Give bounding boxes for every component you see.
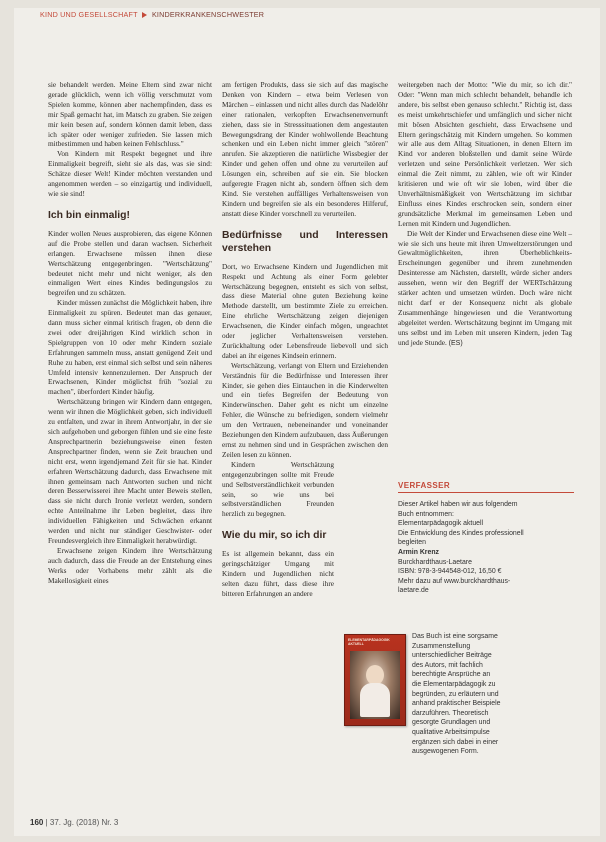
text-column-1: [48, 80, 212, 586]
paragraph: weitergeben nach der Motto: "Wie du mir, so ich dir." Oder: "Wenn man mich schlecht behandelt, behandle ich andere, bis selbst eben genauso schlecht." Richtig ist, dass es meist umkehrtschiefer und umfänglich und sicher nicht mit bösen Absichten geschieht, dass Erwachsene und Eltern geringschätzig mit Kindern umgehen. So kommen wir alle aus dem Alltag Situationen, in denen Eltern im Kind vor anderen bloßstellen und damit seine Würde verletzen und seine Persönlichkeit verletzen. Wer sich einmal die Zeit nimmt, zu zählen, wie oft wir Kinder kritisieren und wie oft wir sie loben, wird über die Unverhältnismäßigkeit von Wertschätzung im sichtbar Einfluss eines Kindes erschrocken sein, sondern einer grundsätzliche Merkmal im gemeinsamen Leben und Lernen mit Kindern und Jugendlichen.: [398, 80, 572, 228]
end-mark: (ES): [448, 339, 463, 347]
paragraph: Erwachsene zeigen Kindern ihre Wertschätzung auch dadurch, dass die Freude an der Entstehung eines Werks oder Vorhabens mehr zählt als die Makellosigkeit eines: [48, 545, 212, 585]
paragraph: Es ist allgemein bekannt, dass ein geringschätziger Umgang mit Kindern und Jugendlichen nicht selten dazu führt, dass diese ihre bitteren Erfahrungen an andere: [222, 549, 334, 598]
desc-line: unterschiedlicher Beiträge: [412, 652, 492, 660]
subheading: Bedürfnisse und Interessen verstehen: [222, 229, 388, 254]
paragraph: am fertigen Produkts, dass sie sich auf das magische Denken von Kindern – etwa beim Verlesen von Märchen – einlassen und nicht alles durch das Nadelöhr einer rationalen, verkopften Erwachsenenvernunft ziehen, dass sie in Stresssituationen dem angestauten Bewegungsdrang der Kinder wohlwollende Beachtung schenken und ein Leben nicht immer gleich "stören" anrufen. Sie akzeptieren die natürliche Wissbegier der Kinder und gehen offen und ohne zu verurteilen auf Lösungen ein, schreiben auf sie ein. Sie blocken aufgeregte Fragen nicht ab, sondern öffnen sich dem Kind. Sie verstehen auffälliges Verhaltensweisen von Kindern und begreifen sie als ein besonderes Hilferuf, anstatt diese Kinder vorschnell zu verurteilen.: [222, 80, 388, 218]
desc-line: ausgewogenen Form.: [412, 748, 479, 756]
paragraph: Wertschätzung bringen wir Kindern dann entgegen, wenn wir ihnen die Möglichkeit geben, sich individuell zu entfalten, und zwar in ihrem Antwortjahr, in der sie sich aufgehoben und geborgen fühlen und sie eine feste Ansprechpartnerin beziehungsweise einen festen Ansprechpartner finden, wenn sie Zeit brauchen und nicht erst, wenn irgendjemand Zeit für sie hat. Kinder erfahren Wertschätzung dadurch, dass Erwachsene mit ihnen gemeinsam nach Antworten suchen und nicht deren Besserwisserei ihre Macht unter Beweis stellen, dass sie nicht durch Ironie verletzt werden, sondern echte Anteilnahme ihr Leben begleitet, dass ihre individuellen Fähigkeiten und Schwächen erkannt werden und nicht nur ständiger Geschwister- oder Freundesvergleich ihre Einmaligkeit herabwürdigt.: [48, 397, 212, 545]
child-body: [360, 683, 390, 717]
box-line: begleiten: [398, 539, 426, 547]
desc-line: qualitative Arbeitsimpulse: [412, 728, 490, 736]
website-link-cont[interactable]: laetare.de: [398, 587, 429, 595]
desc-line: ergänzen sich dabei in einer: [412, 738, 499, 746]
paragraph: Von Kindern mit Respekt begegnet und ihre Einmaligkeit begreift, sieht sie als das, was sie sind: Schätze dieser Welt! Kinder möchten verstanden und angenommen werden – so einzigartig und individuell, wie sie sind!: [48, 149, 212, 198]
paragraph: sie behandelt werden. Meine Eltern sind zwar nicht gerade glücklich, wenn ich völlig verschmutzt vom Spielen komme, können aber nachempfinden, dass es mir Spaß gemacht hat, im Matsch zu graben. Sie zeigen mir kein besen auf, sondern können damit leben, dass ich später oder weniger zufrieden. Sie lassen mich mitbestimmen und haben keinen Fehlschluss.": [48, 80, 212, 149]
paragraph: Dort, wo Erwachsene Kindern und Jugendlichen mit Respekt und Achtung als einer Form gelebter Wertschätzung begegnen, entsteht es sich von selbst, dass diese Material ohne guten Beziehung keine Methode darstellt, um bestimmte Ziele zu erreichen. Eine ehrliche Wertschätzung zeigen diejenigen Erwachsenen, die Kinder einfach mögen, ungeachtet oder jeglicher Verhaltensweisen verstehen. Zurückhaltung oder Lebensfreude liebevoll und sich dabei an ihr eigenes Kindsein erinnern.: [222, 261, 388, 360]
page-number: 160: [30, 818, 44, 827]
box-line: Buch entnommen:: [398, 510, 454, 518]
text-column-2: [222, 80, 388, 599]
paragraph-text: Die Welt der Kinder und Erwachsenen diese eine Welt – wie sie sich uns heute mit ihren Umweltzerstörungen und Gewaltmöglichkeiten, ihren Überheblichkeits-Erscheinungen gegenüber und ihrem zunehmenden Desinteresse am Nächsten, darstellt, würde sicher anders aussehen, wenn wir den Begriff der WERTschätzung stärker achten und umsetzen würden. Doch wäre nicht nicht darf er der Konsequenz nicht als globale Zusammenhänge hingewiesen und die Verantwortung abgeleitet werden. Wertschätzung beginnt im Umgang mit uns selbst und im Leben mit unseren Kindern, jeden Tag und jede Stunde.: [398, 228, 572, 347]
desc-line: begründen, zu erläutern und: [412, 690, 499, 698]
author-box-text: [398, 500, 574, 596]
box-line: Elementarpädagogik aktuell: [398, 520, 484, 528]
book-description: [412, 632, 574, 757]
isbn-line: ISBN: 978-3-944548-012, 16,50 €: [398, 568, 502, 576]
child-head: [366, 665, 384, 685]
paragraph: [398, 229, 572, 349]
paragraph: Kindern Wertschätzung entgegenzubringen sollte mit Freude und Selbstverständlichkeit verbunden sein, so wie uns bei selbstverständlichen Freunden herzlich zu begegnen.: [222, 459, 334, 519]
desc-line: Zusammenstellung: [412, 642, 471, 650]
desc-line: die Elementarpädagogik zu: [412, 680, 496, 688]
section-header: [40, 10, 580, 24]
desc-line: berechtigte Ansprüche an: [412, 671, 491, 679]
section-label: KIND UND GESELLSCHAFT: [40, 10, 138, 19]
box-line: Dieser Artikel haben wir aus folgendem: [398, 501, 518, 508]
subheading: Wie du mir, so ich dir: [222, 530, 327, 542]
box-line: Die Entwicklung des Kindes professionell: [398, 529, 524, 537]
desc-line: gesorgte Grundlagen und: [412, 719, 491, 727]
desc-line: darzuführen. Theoretisch: [412, 709, 489, 717]
page-footer: [30, 818, 118, 827]
book-cover-image: [344, 634, 406, 726]
author-box-title: VERFASSER: [398, 481, 574, 493]
paragraph: Kinder wollen Neues ausprobieren, das eigene Können auf die Probe stellen und daran wachsen. Sicherheit erlangen. Erwachsene müssen ihnen diese Wertschätzung entgegenbringen. "Wertschätzung" bedeutet nicht mehr und nicht weniger, als den einmaligen Wert eines Kindes bedingungslos zu begreifen und zu schätzen.: [48, 228, 212, 298]
text-column-3: [398, 80, 572, 348]
paragraph: Kinder müssen zunächst die Möglichkeit haben, ihre Einmaligkeit zu spüren. Bedeutet man das genauer, dann muss sicher einmal kritisch fragen, ob denn die zwei oder dreijährigen Kind wirklich schon in Spielgruppen von 10 oder mehr Kindern soziale Erfahrungen sammeln muss, anstatt genügend Zeit und Ruhe zu haben, erst einmal sich selbst und sein näheres Umfeld intensiv kennenzulernen. Der Anspruch der Erwachsenen, Kinder möglichst früh "sozial zu machen", überfordert Kinder häufig.: [48, 298, 212, 397]
publisher: Burckhardthaus-Laetare: [398, 558, 472, 566]
child-photo: [350, 651, 400, 719]
arrow-icon: [142, 12, 147, 18]
subheading: Ich bin einmalig!: [48, 209, 130, 221]
author-name: Armin Krenz: [398, 548, 439, 556]
desc-line: anhand praktischer Beispiele: [412, 700, 501, 708]
issue-info: | 37. Jg. (2018) Nr. 3: [45, 818, 119, 827]
paragraph: Wertschätzung, verlangt von Eltern und Erziehenden Verständnis für die Bedürfnisse und Interessen ihrer Kinder, sie gehen dies Eintauchen in die Kinderwelten und ein tiefes Begreifen der Bedeutung von Kinderwünschen. Daher geht es nicht um einzelne Fehler, die Wünsche zu befriedigen, sondern vielmehr um den Vertrauen, nebeneinander und voneinander Beziehungen den Kindern aufzubauen, dass Äußerungen ernst zu nehmen sind und in Gesprächen zwischen den Zeilen lesen zu können.: [222, 360, 388, 459]
desc-line: des Autors, mit fachlich: [412, 661, 483, 669]
website-link[interactable]: Mehr dazu auf www.burckhardthaus-: [398, 577, 511, 585]
subsection-label: KINDERKRANKENSCHWESTER: [151, 10, 265, 19]
desc-line: Das Buch ist eine sorgsame: [412, 633, 498, 640]
book-cover-title: ELEMENTARPÄDAGOGIK AKTUELL: [348, 638, 390, 646]
